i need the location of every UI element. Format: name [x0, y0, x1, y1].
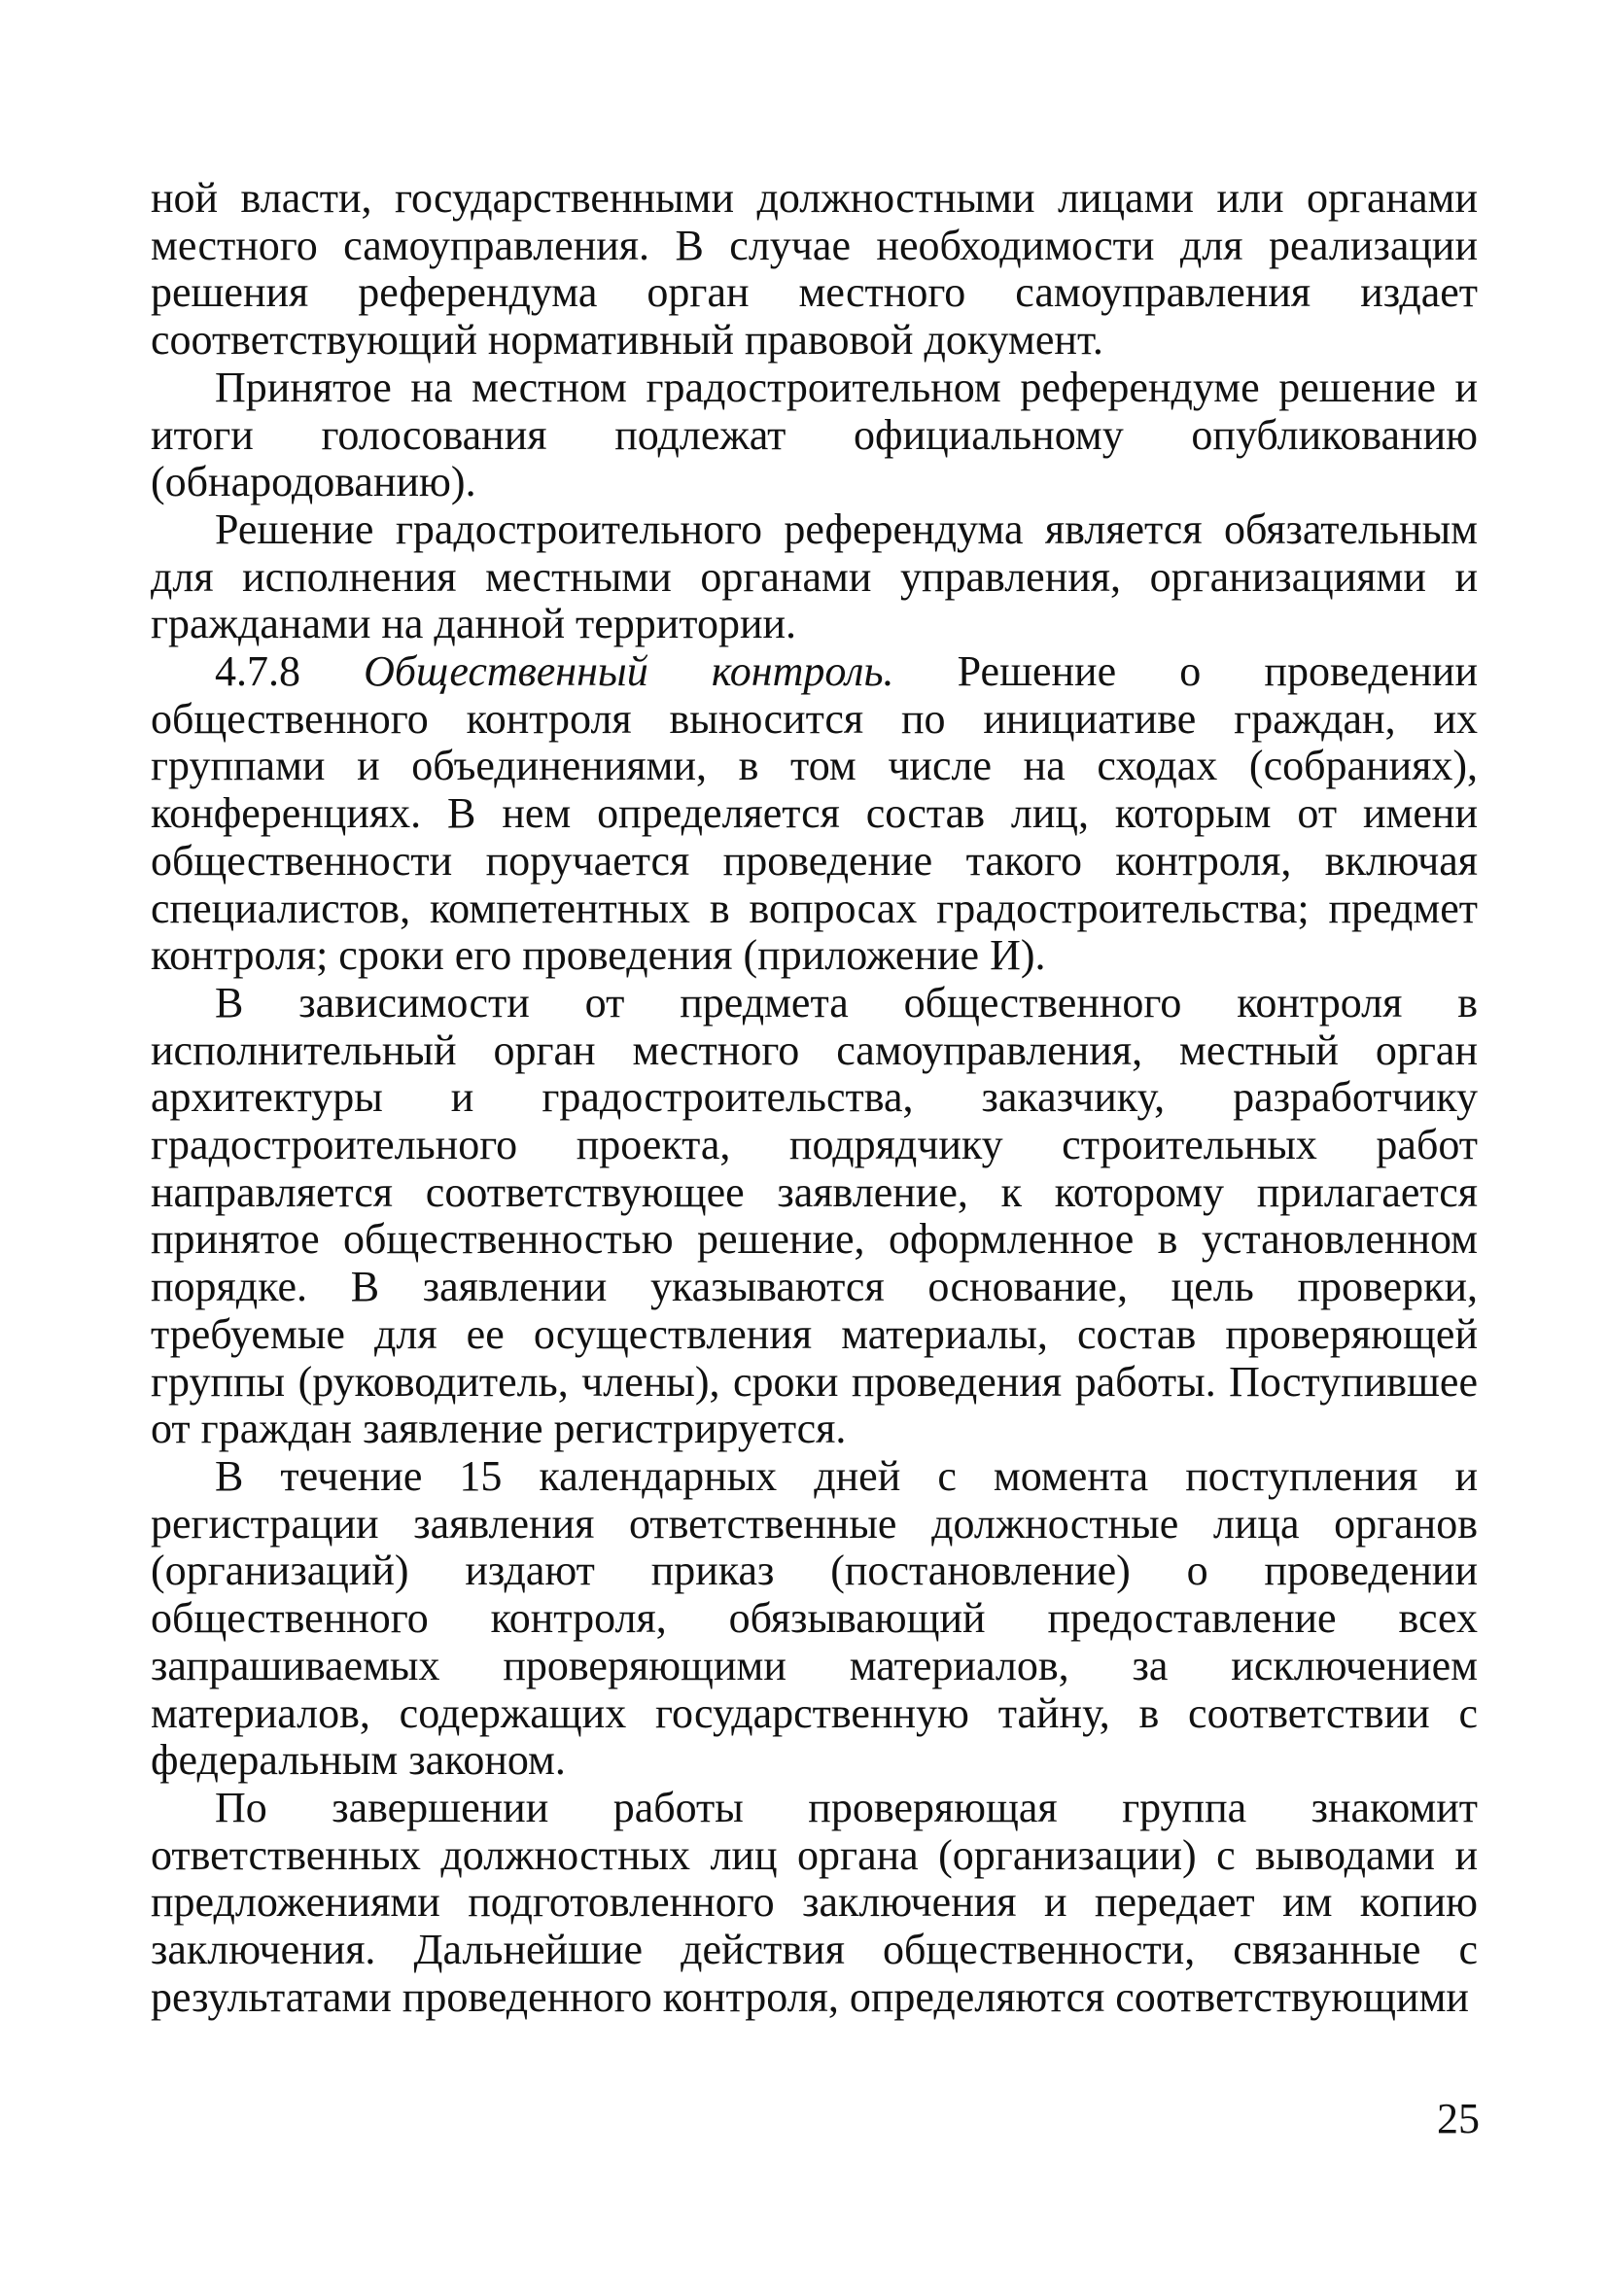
page-number: 25 — [1437, 2095, 1480, 2142]
section-title: Общественный контроль. — [364, 647, 894, 696]
document-page — [151, 175, 1478, 2021]
paragraph-3: Решение градостроительного референдума является обязательным для исполнения местными органами управления, организациями и гражданами на данной территории. — [151, 504, 1478, 648]
paragraph-1: ной власти, государственными должностными лицами или органами местного самоуправления. В случае необходимости для реализации решения референдума орган местного самоуправления издает соответствующий нормативный правовой документ. — [151, 174, 1478, 365]
paragraph-6: В течение 15 календарных дней с момента поступления и регистрации заявления ответственные должностные лица органов (организаций) издают приказ (постановление) о проведении общественного контроля, обязывающий предоставление всех запрашиваемых проверяющими материалов, за исключением материалов, содержащих государственную тайну, в соответствии с федеральным законом. — [151, 1451, 1478, 1785]
paragraph-7: По завершении работы проверяющая группа знакомит ответственных должностных лиц органа (организации) с выводами и предложениями подготовленного заключения и передает им копию заключения. Дальнейшие действия общественности, связанные с результатами проведенного контроля, определяются соответствующими — [151, 1783, 1478, 2021]
paragraph-4-public-control — [151, 648, 1478, 980]
paragraph-2: Принятое на местном градостроительном референдуме решение и итоги голосования подлежат официальному опубликованию (обнародованию). — [151, 363, 1478, 506]
section-body: Решение о проведении общественного контроля выносится по инициативе граждан, их группами и объединениями, в том числе на сходах (собраниях), конференциях. В нем определяется состав лиц, которым от имени общественности поручается проведение такого контроля, включая специалистов, компетентных в вопросах градостроительства; предмет контроля; сроки его проведения (приложение И). — [151, 647, 1478, 980]
section-number: 4.7.8 — [215, 647, 300, 696]
paragraph-5: В зависимости от предмета общественного контроля в исполнительный орган местного самоуправления, местный орган архитектуры и градостроительства, заказчику, разработчику градостроительного проекта, подрядчику строительных работ направляется соответствующее заявление, к которому прилагается принятое общественностью решение, оформленное в установленном порядке. В заявлении указываются основание, цель проверки, требуемые для ее осуществления материалы, состав проверяющей группы (руководитель, члены), сроки проведения работы. Поступившее от граждан заявление регистрируется. — [151, 978, 1478, 1453]
